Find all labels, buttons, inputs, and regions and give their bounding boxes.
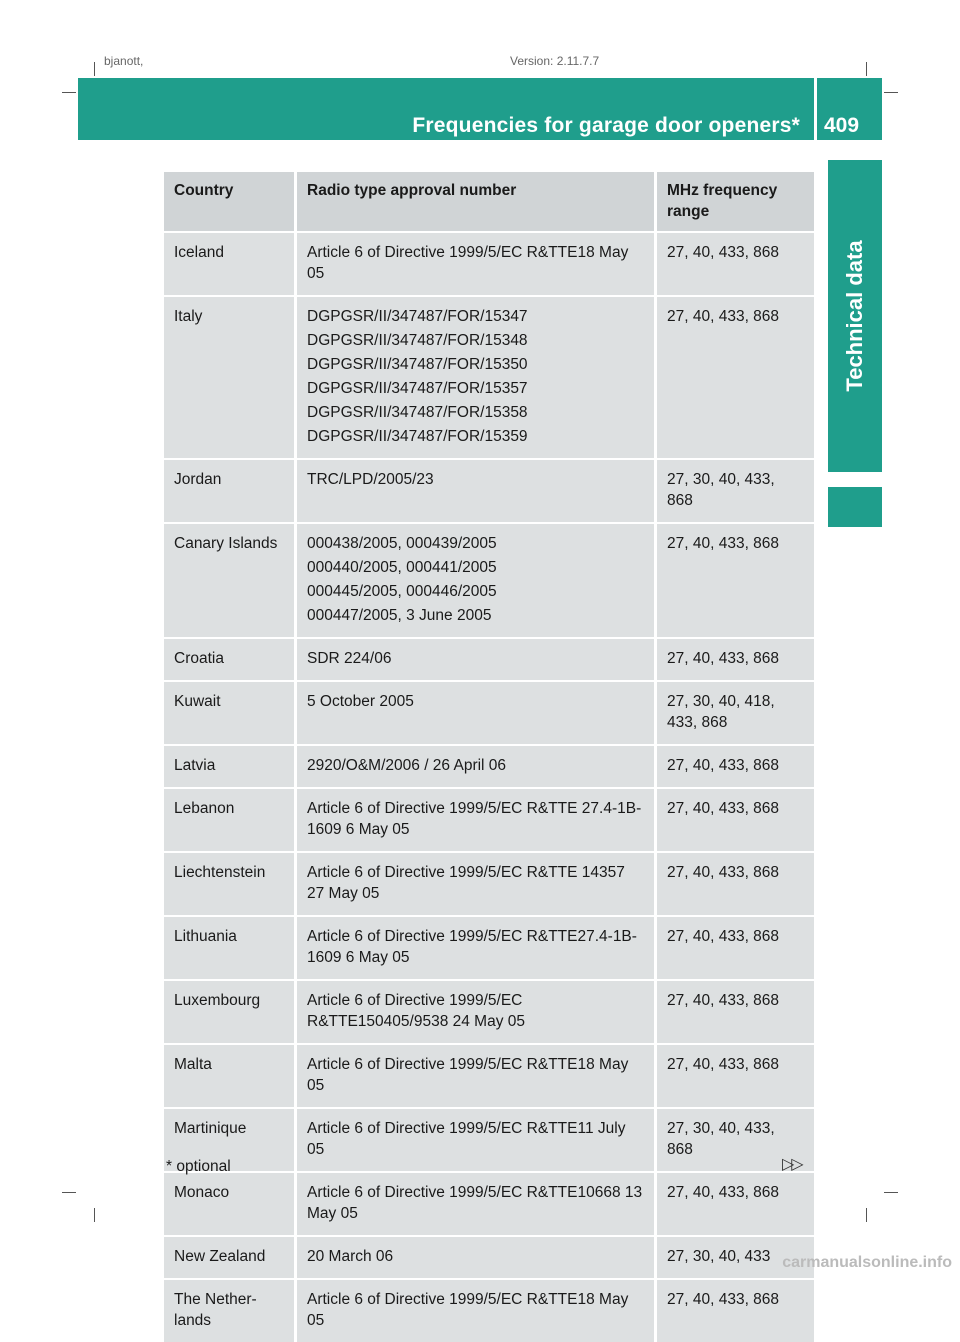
crop-mark <box>94 1208 95 1222</box>
crop-mark <box>884 1192 898 1193</box>
country-cell: New Zealand <box>164 1235 294 1278</box>
approval-number: Article 6 of Directive 1999/5/EC R&TTE18 May 05 <box>307 244 629 282</box>
approval-number: DGPGSR/II/347487/FOR/15350 <box>307 356 528 373</box>
country-cell: Latvia <box>164 744 294 787</box>
table-row <box>164 851 814 915</box>
country-cell: Luxembourg <box>164 979 294 1043</box>
table-header-row <box>164 172 814 231</box>
frequency-cell: 27, 40, 433, 868 <box>654 787 814 851</box>
table-row <box>164 458 814 522</box>
approval-number: 20 March 06 <box>307 1248 394 1265</box>
approval-number: Article 6 of Directive 1999/5/EC R&TTE 27.4-1B-1609 6 May 05 <box>307 800 642 838</box>
approval-cell <box>294 637 654 680</box>
frequency-cell: 27, 40, 433, 868 <box>654 851 814 915</box>
country-cell: Iceland <box>164 231 294 295</box>
approval-number: DGPGSR/II/347487/FOR/15357 <box>307 380 528 397</box>
table-row <box>164 1235 814 1278</box>
column-header-frequency: MHz frequency range <box>654 172 814 231</box>
country-cell: Lithuania <box>164 915 294 979</box>
crop-mark <box>884 92 898 93</box>
country-cell: Kuwait <box>164 680 294 744</box>
table-row <box>164 522 814 637</box>
approval-number: Article 6 of Directive 1999/5/EC R&TTE11 July 05 <box>307 1120 626 1158</box>
approval-number: Article 6 of Directive 1999/5/EC R&TTE150405/9538 24 May 05 <box>307 992 525 1030</box>
approval-cell <box>294 1107 654 1171</box>
approval-cell <box>294 787 654 851</box>
frequency-cell: 27, 40, 433, 868 <box>654 1171 814 1235</box>
approval-number: DGPGSR/II/347487/FOR/15347 <box>307 308 528 325</box>
table-row <box>164 787 814 851</box>
frequency-cell: 27, 40, 433, 868 <box>654 979 814 1043</box>
frequency-cell: 27, 40, 433, 868 <box>654 1043 814 1107</box>
approval-number: 000445/2005, 000446/2005 <box>307 583 497 600</box>
approval-number: DGPGSR/II/347487/FOR/15358 <box>307 404 528 421</box>
table-row <box>164 295 814 458</box>
print-meta-author: bjanott, <box>104 54 144 68</box>
country-cell: Lebanon <box>164 787 294 851</box>
approval-number: Article 6 of Directive 1999/5/EC R&TTE 14357 27 May 05 <box>307 864 625 902</box>
approval-cell <box>294 1043 654 1107</box>
crop-mark <box>866 1208 867 1222</box>
footnote: * optional <box>166 1158 231 1175</box>
country-cell: Canary Islands <box>164 522 294 637</box>
table-row <box>164 1043 814 1107</box>
section-tab-label: Technical data <box>842 240 867 392</box>
approval-cell <box>294 851 654 915</box>
table-row <box>164 744 814 787</box>
section-tab-marker <box>828 487 882 527</box>
country-cell: Italy <box>164 295 294 458</box>
header-divider <box>814 78 817 140</box>
approval-cell <box>294 744 654 787</box>
country-cell: The Nether-lands <box>164 1278 294 1342</box>
frequency-cell: 27, 40, 433, 868 <box>654 915 814 979</box>
approval-number: 000438/2005, 000439/2005 <box>307 535 497 552</box>
frequency-cell: 27, 40, 433, 868 <box>654 231 814 295</box>
table-row <box>164 1171 814 1235</box>
page-title: Frequencies for garage door openers* <box>412 114 800 137</box>
frequency-cell: 27, 30, 40, 433, 868 <box>654 1107 814 1171</box>
approval-cell <box>294 522 654 637</box>
approval-number: Article 6 of Directive 1999/5/EC R&TTE18 May 05 <box>307 1056 629 1094</box>
approval-number: Article 6 of Directive 1999/5/EC R&TTE27.4-1B-1609 6 May 05 <box>307 928 637 966</box>
approval-cell <box>294 1278 654 1342</box>
frequency-cell: 27, 40, 433, 868 <box>654 295 814 458</box>
country-cell: Jordan <box>164 458 294 522</box>
country-cell: Monaco <box>164 1171 294 1235</box>
frequency-cell: 27, 40, 433, 868 <box>654 744 814 787</box>
frequency-cell: 27, 30, 40, 433 <box>654 1235 814 1278</box>
approval-cell <box>294 295 654 458</box>
country-cell: Croatia <box>164 637 294 680</box>
frequency-cell: 27, 40, 433, 868 <box>654 1278 814 1342</box>
country-cell: Liechtenstein <box>164 851 294 915</box>
approval-number: 000447/2005, 3 June 2005 <box>307 607 492 624</box>
table-row <box>164 1278 814 1342</box>
frequency-cell: 27, 30, 40, 433, 868 <box>654 458 814 522</box>
table-row <box>164 637 814 680</box>
country-cell: Martinique <box>164 1107 294 1171</box>
approval-cell <box>294 231 654 295</box>
approval-cell <box>294 915 654 979</box>
crop-mark <box>62 1192 76 1193</box>
country-cell: Malta <box>164 1043 294 1107</box>
approval-number: Article 6 of Directive 1999/5/EC R&TTE10668 13 May 05 <box>307 1184 643 1222</box>
approval-number: Article 6 of Directive 1999/5/EC R&TTE18 May 05 <box>307 1291 629 1329</box>
approval-number: 2920/O&M/2006 / 26 April 06 <box>307 757 507 774</box>
column-header-approval: Radio type approval number <box>294 172 654 231</box>
table-row <box>164 1107 814 1171</box>
approval-number: TRC/LPD/2005/23 <box>307 471 434 488</box>
frequency-cell: 27, 30, 40, 418, 433, 868 <box>654 680 814 744</box>
table-row <box>164 915 814 979</box>
column-header-country: Country <box>164 172 294 231</box>
print-meta-version: Version: 2.11.7.7 <box>510 54 600 68</box>
frequency-cell: 27, 40, 433, 868 <box>654 522 814 637</box>
approval-number: DGPGSR/II/347487/FOR/15359 <box>307 428 528 445</box>
approval-cell <box>294 1171 654 1235</box>
crop-mark <box>94 62 95 76</box>
frequency-table <box>164 172 814 1342</box>
table-row <box>164 231 814 295</box>
approval-cell <box>294 1235 654 1278</box>
approval-number: 5 October 2005 <box>307 693 414 710</box>
frequency-cell: 27, 40, 433, 868 <box>654 637 814 680</box>
crop-mark <box>62 92 76 93</box>
approval-number: 000440/2005, 000441/2005 <box>307 559 497 576</box>
approval-cell <box>294 979 654 1043</box>
approval-number: SDR 224/06 <box>307 650 392 667</box>
table-row <box>164 979 814 1043</box>
approval-cell <box>294 458 654 522</box>
watermark: carmanualsonline.info <box>782 1254 952 1271</box>
page-number: 409 <box>824 114 860 137</box>
approval-number: DGPGSR/II/347487/FOR/15348 <box>307 332 528 349</box>
approval-cell <box>294 680 654 744</box>
crop-mark <box>866 62 867 76</box>
table-row <box>164 680 814 744</box>
double-arrow-right-icon[interactable]: ▷▷ <box>782 1156 801 1173</box>
